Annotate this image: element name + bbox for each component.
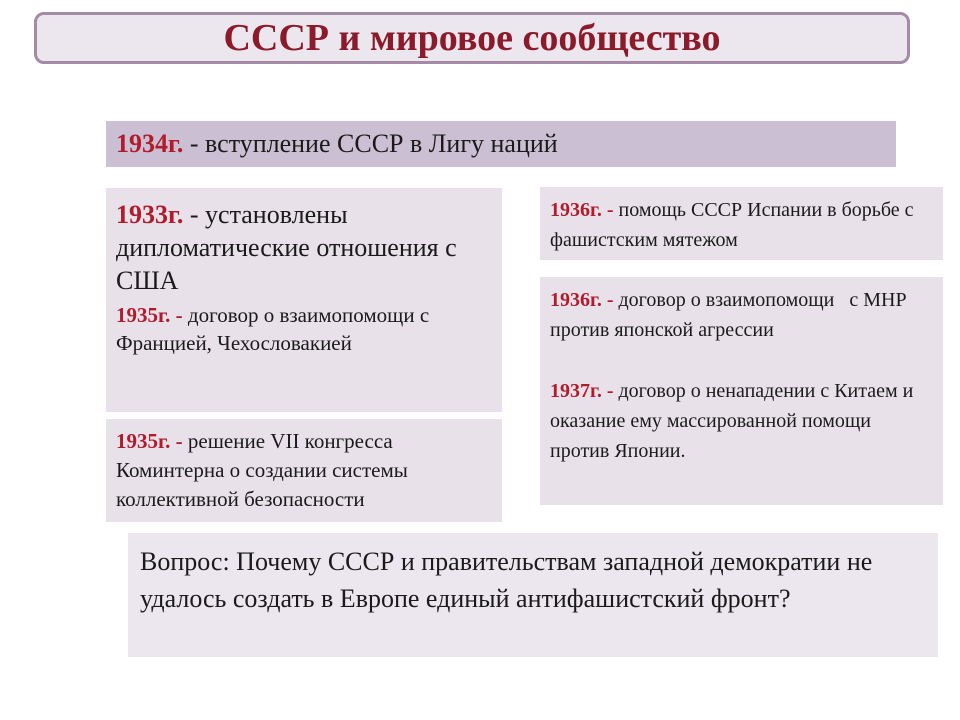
event-year: 1937г. - bbox=[550, 380, 614, 402]
event-year: 1936г. - bbox=[550, 199, 614, 221]
event-1937-china-box bbox=[540, 372, 943, 505]
event-text: решение VII конгресса Коминтерна о создании системы коллективной безопасности bbox=[116, 429, 408, 511]
event-1933 bbox=[116, 198, 492, 297]
event-1935-france bbox=[116, 301, 492, 357]
event-1936-mongolia-box bbox=[540, 277, 943, 372]
event-text: помощь СССР Испании в борьбе с фашистским мятежом bbox=[550, 199, 914, 251]
event-1935-comintern-box bbox=[106, 419, 502, 522]
event-1933-1935-box bbox=[106, 188, 502, 412]
event-1934-box bbox=[106, 121, 896, 167]
event-1936-spain-box bbox=[540, 187, 943, 260]
event-text: договор о взаимопомощи с Францией, Чехословакией bbox=[116, 303, 430, 355]
page-title: СССР и мировое сообщество bbox=[223, 17, 721, 59]
question-box bbox=[128, 533, 938, 657]
event-text: - установлены дипломатические отношения с США bbox=[116, 200, 457, 295]
event-text: - вступление СССР в Лигу наций bbox=[183, 129, 558, 158]
title-banner bbox=[34, 12, 910, 64]
event-year: 1935г. - bbox=[116, 303, 183, 327]
event-year: 1936г. - bbox=[550, 289, 614, 311]
event-text: договор о ненападении с Китаем и оказание ему массированной помощи против Японии. bbox=[550, 380, 914, 462]
question-text: Вопрос: Почему СССР и правительствам западной демократии не удалось создать в Европе единый антифашистский фронт? bbox=[140, 547, 873, 613]
event-text: договор о взаимопомощи с МНР против японской агрессии bbox=[550, 289, 912, 341]
event-year: 1933г. bbox=[116, 200, 184, 229]
event-year: 1934г. bbox=[116, 129, 184, 158]
event-year: 1935г. - bbox=[116, 429, 183, 453]
